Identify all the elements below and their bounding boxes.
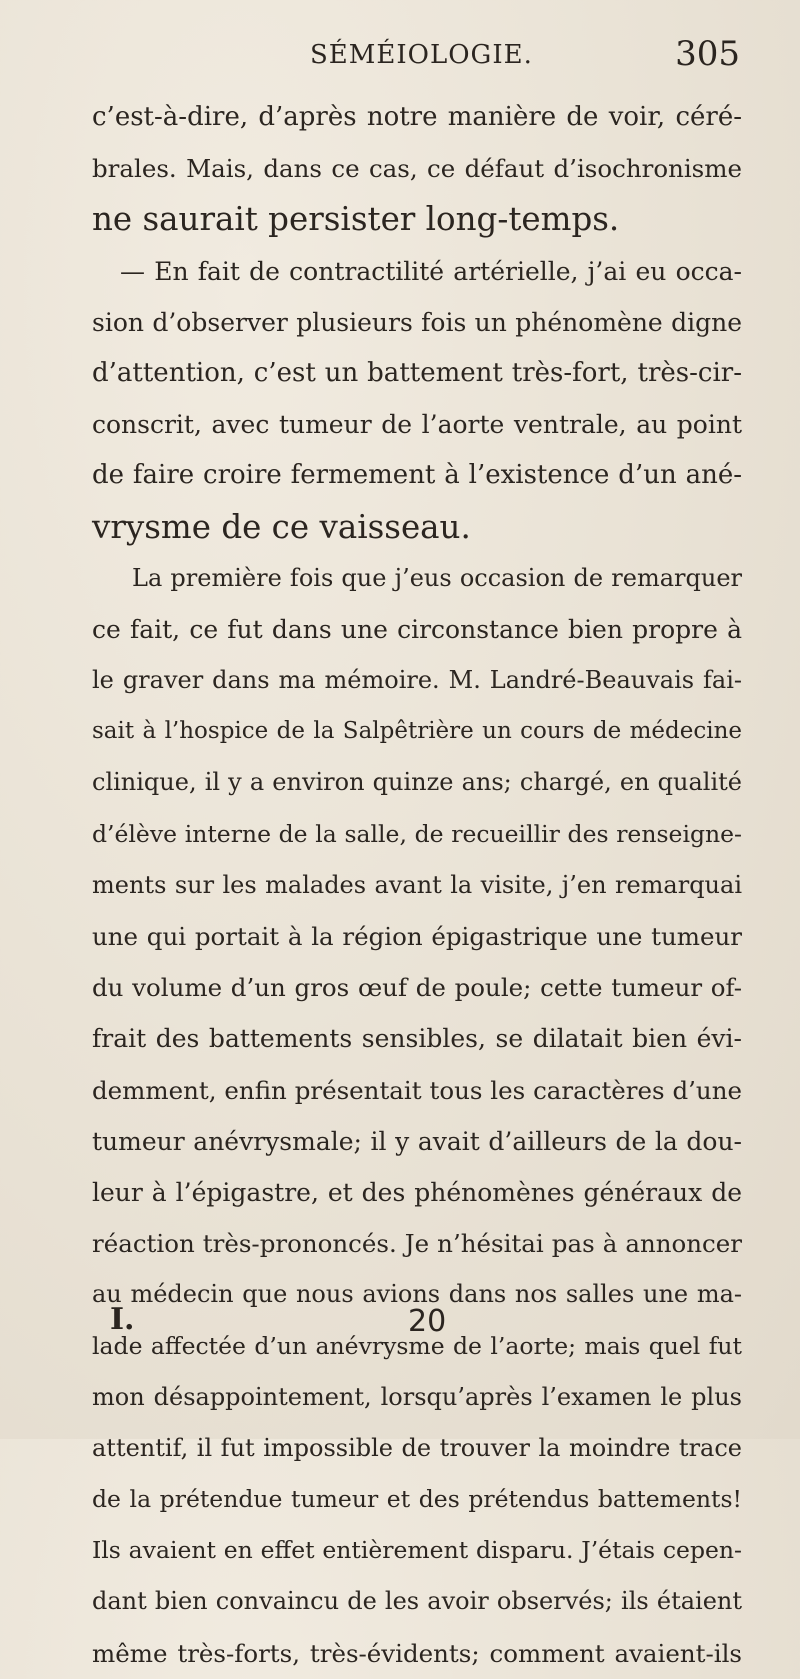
text-line: La première fois que j’eus occasion de remarquer: [132, 563, 742, 592]
text-line: vrysme de ce vaisseau.: [92, 507, 471, 546]
text-line: sait à l’hospice de la Salpêtrière un cours de médecine: [92, 718, 742, 745]
text-line: d’attention, c’est un battement très-fort, très-cir-: [92, 357, 742, 388]
text-line: clinique, il y a environ quinze ans; chargé, en qualité: [92, 768, 742, 797]
text-line: leur à l’épigastre, et des phénomènes généraux de: [92, 1177, 742, 1207]
signature-number: 20: [408, 1304, 447, 1339]
text-line: tumeur anévrysmale; il y avait d’ailleurs de la dou-: [92, 1126, 742, 1156]
running-title: SÉMÉIOLOGIE.: [310, 40, 533, 70]
text-line: sion d’observer plusieurs fois un phénomène digne: [92, 307, 742, 337]
text-line: une qui portait à la région épigastrique une tumeur: [92, 922, 742, 951]
text-line: de la prétendue tumeur et des prétendus battements!: [92, 1485, 742, 1514]
text-line: attentif, il fut impossible de trouver la moindre trace: [92, 1433, 742, 1462]
text-line: ce fait, ce fut dans une circonstance bien propre à: [92, 614, 742, 644]
signature-row: [100, 1302, 740, 1346]
text-line: mon désappointement, lorsqu’après l’examen le plus: [92, 1382, 742, 1411]
text-line: du volume d’un gros œuf de poule; cette tumeur of-: [92, 973, 742, 1003]
text-line: demment, enfin présentait tous les caractères d’une: [92, 1075, 742, 1105]
text-line: lade affectée d’un anévrysme de l’aorte; mais quel fut: [92, 1331, 742, 1360]
page-number: 305: [675, 34, 740, 74]
signature-mark: I.: [110, 1302, 135, 1337]
text-line: conscrit, avec tumeur de l’aorte ventrale, au point: [92, 410, 742, 440]
text-line: — En fait de contractilité artérielle, j’ai eu occa-: [120, 256, 742, 286]
text-line: brales. Mais, dans ce cas, ce défaut d’isochronisme: [92, 154, 742, 184]
text-line: dant bien convaincu de les avoir observés; ils étaient: [92, 1587, 742, 1616]
running-head: [100, 34, 740, 90]
text-line: le graver dans ma mémoire. M. Landré-Beauvais fai-: [92, 666, 742, 695]
text-line: de faire croire fermement à l’existence d’un ané-: [92, 460, 742, 491]
text-line: même très-forts, très-évidents; comment avaient-ils: [92, 1638, 742, 1668]
text-line: ne saurait persister long-temps.: [92, 200, 620, 239]
text-line: c’est-à-dire, d’après notre manière de voir, céré-: [92, 102, 742, 132]
text-line: au médecin que nous avions dans nos salles une ma-: [92, 1280, 742, 1309]
text-line: Ils avaient en effet entièrement disparu. J’étais cepen-: [92, 1536, 742, 1565]
body-text: [92, 92, 742, 1679]
text-line: réaction très-prononcés. Je n’hésitai pas à annoncer: [92, 1229, 742, 1259]
text-line: frait des battements sensibles, se dilatait bien évi-: [92, 1024, 742, 1054]
text-line: ments sur les malades avant la visite, j’en remarquai: [92, 870, 742, 899]
text-line: d’élève interne de la salle, de recueillir des renseigne-: [92, 819, 742, 848]
